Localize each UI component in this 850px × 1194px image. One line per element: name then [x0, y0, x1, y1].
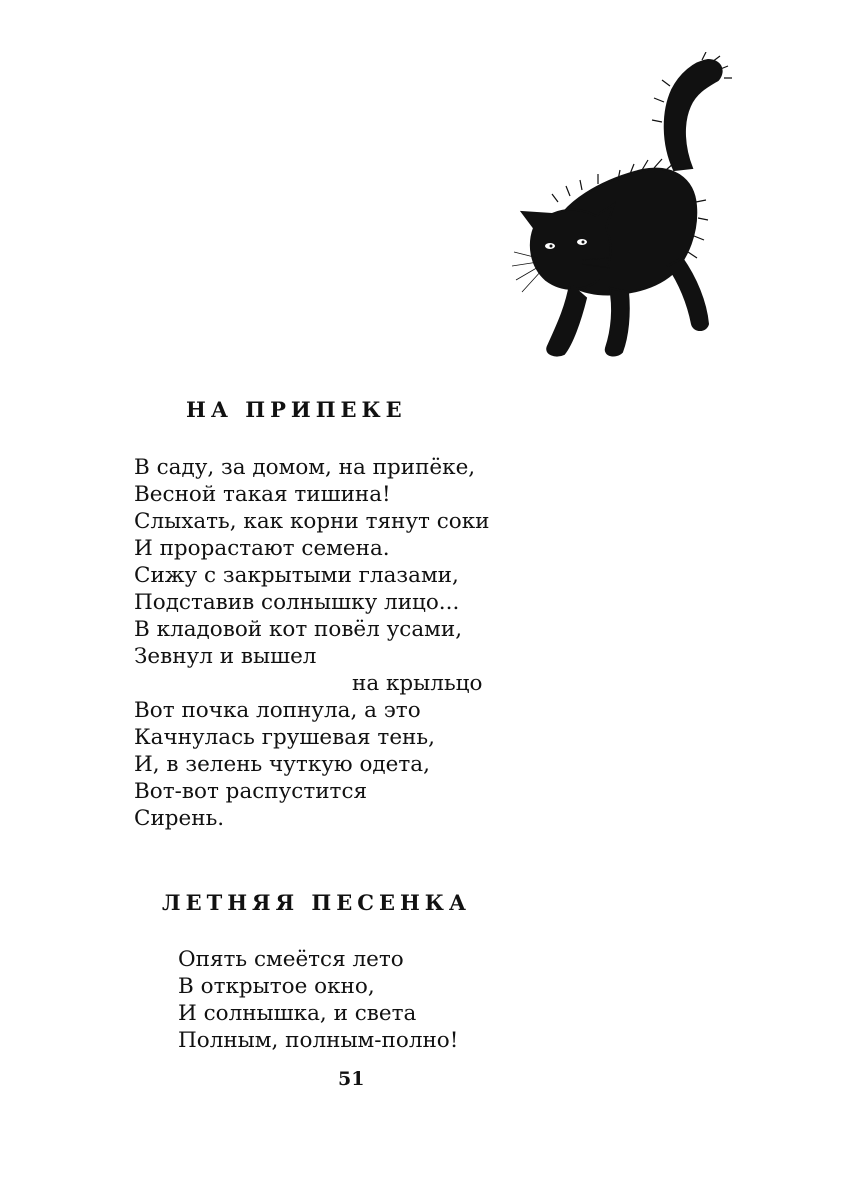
black-kitten-illustration	[512, 52, 734, 364]
poem-line: Зевнул и вышел	[134, 644, 317, 669]
poem-line: Слыхать, как корни тянут соки	[134, 509, 490, 534]
poem-line: Вот-вот распустится	[134, 779, 368, 804]
poem-line: И солнышка, и света	[178, 1001, 417, 1026]
poem-line: Сирень.	[134, 806, 225, 831]
poem-line: Вот почка лопнула, а это	[134, 698, 421, 723]
poem-line: Подставив солнышку лицо...	[134, 590, 460, 615]
poem-line: Сижу с закрытыми глазами,	[134, 563, 459, 588]
poem-line: Весной такая тишина!	[134, 482, 391, 507]
poem-line: на крыльцо	[352, 671, 483, 696]
poem-line: В саду, за домом, на припёке,	[134, 455, 476, 480]
poem-1-text	[134, 454, 490, 832]
page-number: 51	[338, 1068, 365, 1090]
poem-line: Качнулась грушевая тень,	[134, 725, 435, 750]
poem-line: В кладовой кот повёл усами,	[134, 617, 463, 642]
poem-line: И, в зелень чуткую одета,	[134, 752, 430, 777]
poem-2-title: ЛЕТНЯЯ ПЕСЕНКА	[162, 890, 471, 915]
poem-line: И прорастают семена.	[134, 536, 390, 561]
poem-line: В открытое окно,	[178, 974, 375, 999]
poem-2-text	[178, 946, 458, 1054]
poem-line: Опять смеётся лето	[178, 947, 404, 972]
poem-line: Полным, полным-полно!	[178, 1028, 459, 1053]
poem-1-title: НА ПРИПЕКЕ	[186, 397, 407, 422]
